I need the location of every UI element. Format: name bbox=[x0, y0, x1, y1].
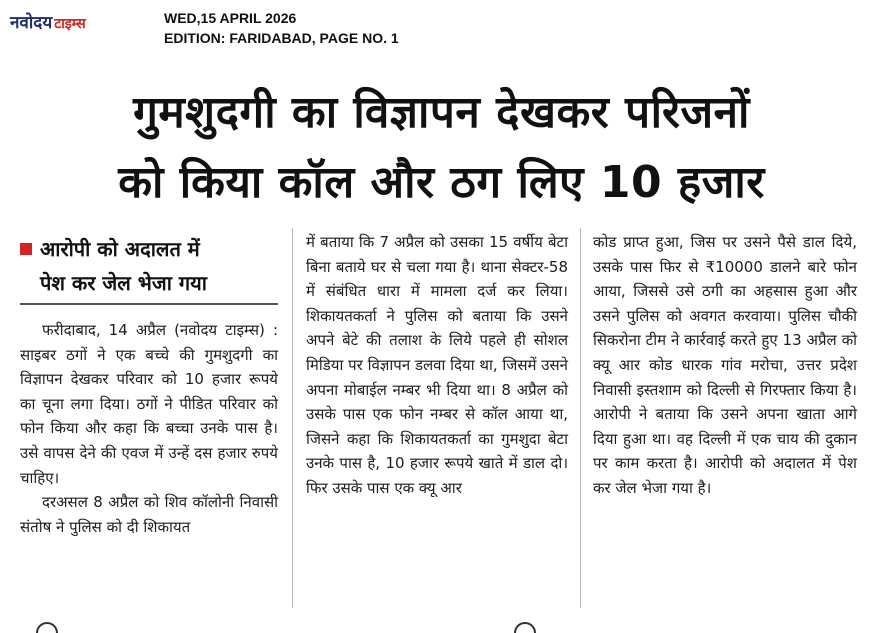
circle-icon bbox=[36, 622, 58, 633]
article-column-2 bbox=[306, 230, 568, 501]
newspaper-logo[interactable] bbox=[10, 10, 86, 34]
article-column-3 bbox=[593, 230, 857, 501]
column-divider bbox=[292, 228, 293, 608]
column-divider bbox=[580, 228, 581, 608]
headline-line-1: गुमशुदगी का विज्ञापन देखकर परिजनों bbox=[133, 87, 750, 138]
article-column-1 bbox=[20, 318, 278, 539]
logo-text-secondary: टाइम्स bbox=[54, 16, 86, 32]
subheading-line-1: आरोपी को अदालत में bbox=[40, 237, 200, 261]
masthead bbox=[0, 0, 883, 60]
subheading-divider bbox=[20, 303, 278, 305]
red-bullet-icon bbox=[20, 243, 32, 255]
article-subheading bbox=[20, 232, 278, 300]
body-paragraph: में बताया कि 7 अप्रैल को उसका 15 वर्षीय बेटा बिना बताये घर से चला गया है। थाना सेक्टर-58 में संबंधित धारा में मामला दर्ज कर लिया। शिकायतकर्ता ने पुलिस को बताया कि उसने अपने बेटे की तलाश के लिये पहले ही सोशल मिडिया पर विज्ञापन डलवा दिया था, जिसमें उसने अपना मोबाईल नम्बर भी दिया था। 8 अप्रैल को उसके पास एक फोन नम्बर से कॉल आया था, जिसने कहा कि शिकायतकर्ता का गुमशुदा बेटा उनके पास है, 10 हजार रूपये खाते में डाल दो। फिर उसके पास एक क्यू आर bbox=[306, 233, 568, 497]
headline-line-2: को किया कॉल और ठग लिए 10 हजार bbox=[118, 157, 765, 208]
subheading-line-2: पेश कर जेल भेजा गया bbox=[40, 271, 207, 295]
edition-meta bbox=[164, 8, 399, 48]
next-article-fragment bbox=[14, 620, 874, 633]
article-headline bbox=[10, 78, 873, 218]
body-paragraph: दरअसल 8 अप्रैल को शिव कॉलोनी निवासी संतोष ने पुलिस को दी शिकायत bbox=[20, 493, 278, 536]
edition-info: EDITION: FARIDABAD, PAGE NO. 1 bbox=[164, 30, 399, 46]
logo-text-primary: नवोदय bbox=[10, 13, 53, 33]
body-paragraph: फरीदाबाद, 14 अप्रैल (नवोदय टाइम्स) : साइबर ठगों ने एक बच्चे की गुमशुदगी का विज्ञापन देखकर परिवार को 10 हजार रूपये का चूना लगा दिया। ठगों ने पीडित परिवार को फोन किया और कहा कि बच्चा उनके पास है। उसे वापस देने की एवज में उन्हें दस हजार रुपये चाहिए। bbox=[20, 321, 278, 487]
body-paragraph: कोड प्राप्त हुआ, जिस पर उसने पैसे डाल दिये, उसके पास फिर से ₹10000 डालने बारे फोन आया, जिससे उसे ठगी का अहसास हुआ और उसने पुलिस को अवगत करवाया। पुलिस चौकी सिकरोना टीम ने कार्रवाई करते हुए 13 अप्रैल को क्यू आर कोड धारक गांव मरोचा, उत्तर प्रदेश निवासी इस्तशाम को दिल्ली से गिरफ्तार किया है। आरोपी ने बताया कि उसने अपना खाता आगे दिया हुआ था। वह दिल्ली में एक चाय की दुकान पर काम करता है। आरोपी को अदालत में पेश कर जेल भेजा गया है। bbox=[593, 233, 857, 497]
edition-date: WED,15 APRIL 2026 bbox=[164, 10, 297, 26]
circle-icon bbox=[514, 622, 536, 633]
